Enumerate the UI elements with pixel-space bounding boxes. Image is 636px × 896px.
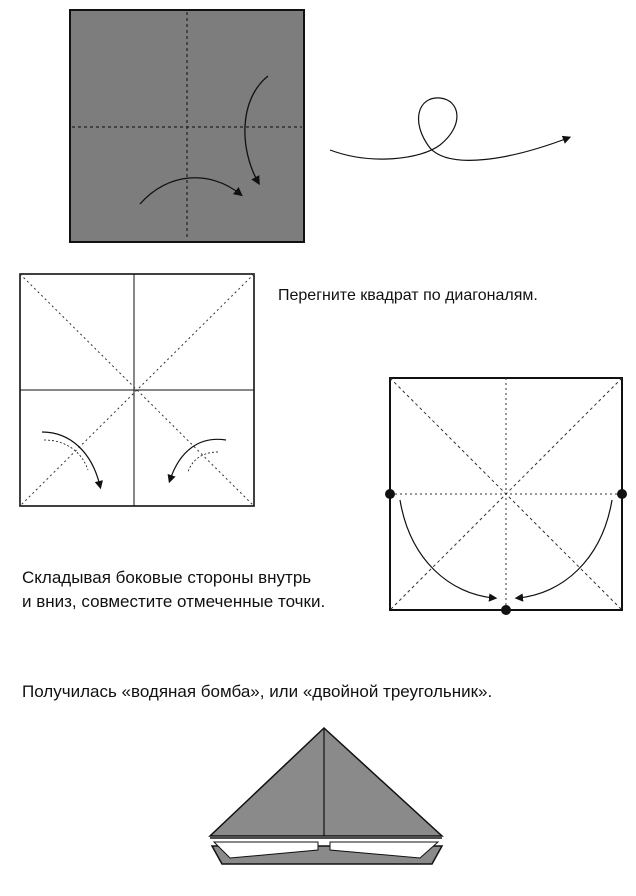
step-1-gray-square-figure	[70, 10, 304, 242]
step-4-water-bomb-triangle-figure	[210, 728, 442, 864]
step-3-caption-line-2: и вниз, совместите отмеченные точки.	[22, 592, 326, 611]
step-2-caption: Перегните квадрат по диагоналям.	[278, 287, 538, 304]
step-3-caption-line-1: Складывая боковые стороны внутрь	[22, 568, 312, 587]
step-3-collapse-square-figure	[385, 378, 627, 615]
dot-marker-icon	[385, 489, 395, 499]
step-4-caption: Получилась «водяная бомба», или «двойной треугольник».	[22, 682, 493, 701]
triangle-front-layer	[210, 728, 442, 836]
dot-marker-icon	[617, 489, 627, 499]
step-2-diagonal-square-figure	[20, 274, 254, 506]
turn-over-loop-icon	[330, 98, 568, 160]
dot-marker-icon	[501, 605, 511, 615]
